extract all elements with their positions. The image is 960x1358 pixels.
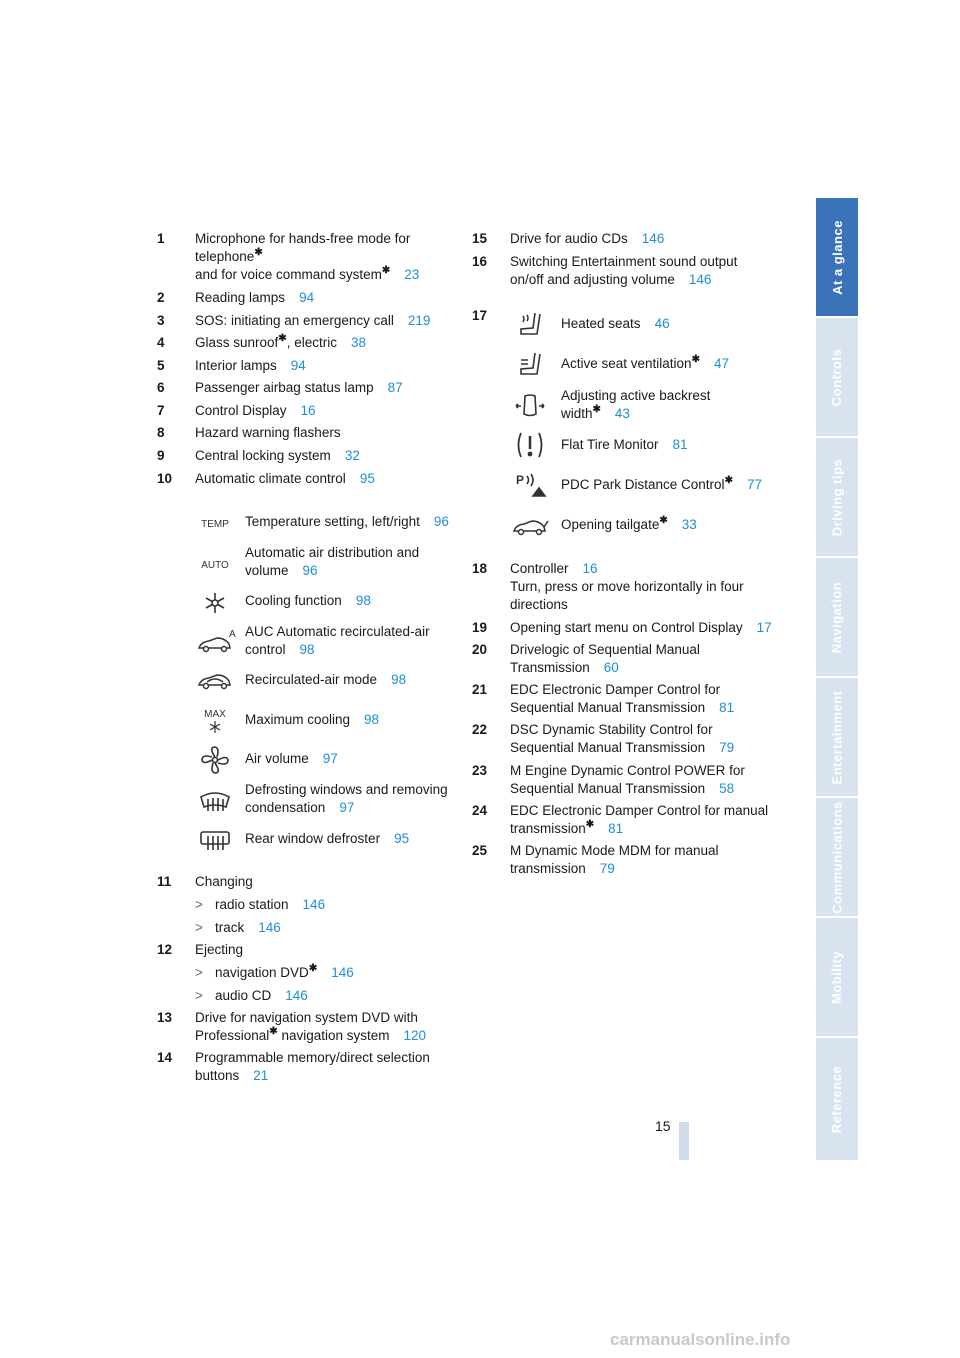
climate-row-air-volume: Air volume 97 [245, 751, 338, 766]
page-link[interactable]: 94 [290, 358, 306, 373]
section-tab-bar [816, 198, 858, 1160]
page-link[interactable]: 38 [350, 335, 366, 350]
page-number-bar [679, 1122, 689, 1160]
recirculation-car-icon [195, 664, 235, 698]
auto-icon [195, 547, 235, 581]
watermark: carmanualsonline.info [610, 1330, 791, 1349]
page-link[interactable]: 95 [359, 471, 375, 486]
page-link[interactable]: 98 [391, 672, 407, 687]
tab-entertainment[interactable]: Entertainment [816, 678, 858, 796]
tab-communications[interactable]: Communications [816, 798, 858, 916]
climate-row-max: Maximum cooling 98 [245, 712, 380, 727]
auc-car-icon [195, 626, 235, 660]
climate-row-rear-defrost: Rear window defroster 95 [245, 831, 410, 846]
option-star: ✱ [585, 819, 595, 830]
page-link[interactable]: 146 [302, 897, 326, 912]
option-star: ✱ [592, 404, 601, 415]
svg-text:A: A [229, 629, 236, 640]
page-link[interactable]: 97 [339, 800, 355, 815]
page-link[interactable]: 98 [364, 712, 380, 727]
climate-row-cooling: Cooling function 98 [245, 593, 371, 608]
option-star: ✱ [308, 963, 318, 974]
option-star: ✱ [278, 333, 287, 344]
temp-icon [195, 506, 235, 540]
svg-text:MAX: MAX [204, 709, 226, 720]
page-link[interactable]: 81 [608, 821, 624, 836]
page-link[interactable]: 16 [582, 561, 598, 576]
page-number: 15 [655, 1118, 671, 1134]
page-link[interactable]: 47 [713, 356, 729, 371]
seat-row-ventilation: Active seat ventilation✱ 47 [561, 354, 729, 371]
windshield-defrost-icon [195, 785, 235, 819]
climate-row-auc: AUC Automatic recirculated-air control 98 [245, 624, 430, 657]
climate-row-auto: Automatic air distribution and volume 96 [245, 545, 420, 578]
left-column: 1 Microphone for hands-free mode for telephone✱ and for voice command system✱ 23 2 Reading lamps 94 3 SOS: initiating an emergency call 219 4 Glass sunroof✱, electric 38 5 Interior lamps 94 6 Passenger airbag status lamp 87 7 Control Display 16 8 Hazard warning flashers 9 Central locking system 32 10 Automatic climate control 95 TEMP Temperature setting, left/right 96 AUTO Automatic air distribution and volume 96 Cooling function 98 A AUC Automatic recirculated-air control 98 Recirculated-air mode 98 MAX Maximum cooling 98 Air volume 97 Defrosting windows and removing condensation 97 Rear window defroster 95 11 Changing > radio station 146 > track 146 12 Ejecting > navigation DVD✱ 146 > audio CD 146 13 Drive for navigation system DVD with Professional✱ navigation system 120 14 Programmable memory/direct selection buttons 21 [157, 230, 477, 1100]
page-link[interactable]: 79 [719, 740, 735, 755]
pdc-icon [510, 468, 550, 502]
snowflake-icon [195, 586, 235, 620]
page-link[interactable]: 146 [331, 965, 354, 980]
option-star: ✱ [381, 265, 391, 276]
option-star: ✱ [659, 515, 668, 526]
page-link[interactable]: 120 [403, 1028, 427, 1043]
backrest-width-icon [510, 390, 550, 424]
max-cooling-icon [195, 704, 235, 738]
tab-at-a-glance[interactable]: At a glance [816, 198, 858, 316]
fan-icon [195, 743, 235, 777]
climate-row-temp: Temperature setting, left/right 96 [245, 514, 449, 529]
seat-ventilation-icon [510, 348, 550, 382]
option-star: ✱ [691, 354, 700, 365]
seat-row-pdc: PDC Park Distance Control✱ 77 [561, 475, 762, 492]
option-star: ✱ [724, 475, 733, 486]
page-link[interactable]: 146 [688, 272, 712, 287]
page-link[interactable]: 32 [344, 448, 360, 463]
page-link[interactable]: 97 [322, 751, 338, 766]
heated-seat-icon [510, 308, 550, 342]
tab-controls[interactable]: Controls [816, 318, 858, 436]
page-link[interactable]: 146 [258, 920, 281, 935]
page-link[interactable]: 21 [253, 1068, 269, 1083]
svg-text:AUTO: AUTO [201, 560, 229, 571]
option-star: ✱ [269, 1026, 278, 1037]
page-link[interactable]: 23 [404, 267, 420, 282]
page-link[interactable]: 77 [746, 477, 762, 492]
page-link[interactable]: 81 [672, 437, 688, 452]
page-link[interactable]: 146 [641, 231, 665, 246]
tab-reference[interactable]: Reference [816, 1038, 858, 1160]
seat-row-heated: Heated seats 46 [561, 316, 670, 331]
seat-row-flat-tire: Flat Tire Monitor 81 [561, 437, 688, 452]
seat-row-tailgate: Opening tailgate✱ 33 [561, 515, 697, 532]
page-link[interactable]: 33 [681, 517, 697, 532]
tab-navigation[interactable]: Navigation [816, 558, 858, 676]
page-link[interactable]: 46 [654, 316, 670, 331]
climate-row-defrost: Defrosting windows and removing condensation 97 [245, 782, 448, 815]
page-link[interactable]: 60 [603, 660, 619, 675]
svg-text:TEMP: TEMP [201, 519, 229, 530]
option-star: ✱ [254, 247, 263, 258]
page-link[interactable]: 146 [285, 988, 308, 1003]
page-link[interactable]: 98 [299, 642, 315, 657]
page-link[interactable]: 87 [387, 380, 403, 395]
page-link[interactable]: 96 [302, 563, 318, 578]
climate-row-recirc: Recirculated-air mode 98 [245, 672, 407, 687]
seat-row-backrest: Adjusting active backrest width✱ 43 [561, 388, 711, 421]
rear-window-defrost-icon [195, 824, 235, 858]
page-link[interactable]: 95 [394, 831, 410, 846]
svg-text:P: P [516, 473, 525, 487]
page-link[interactable]: 219 [407, 313, 431, 328]
page-link[interactable]: 43 [614, 406, 630, 421]
page-link[interactable]: 79 [599, 861, 615, 876]
page-link[interactable]: 81 [719, 700, 735, 715]
tab-mobility[interactable]: Mobility [816, 918, 858, 1036]
page-link[interactable]: 98 [355, 593, 371, 608]
page-link[interactable]: 17 [756, 620, 772, 635]
page-link[interactable]: 58 [719, 781, 735, 796]
page-link[interactable]: 96 [433, 514, 449, 529]
page-link[interactable]: 94 [299, 290, 315, 305]
tailgate-icon [510, 510, 550, 544]
flat-tire-icon [510, 428, 550, 462]
tab-driving-tips[interactable]: Driving tips [816, 438, 858, 556]
page-link[interactable]: 16 [300, 403, 316, 418]
right-column: 15 Drive for audio CDs 146 16 Switching Entertainment sound output on/off and adjusting volume 146 17 Heated seats 46 Active seat ventilation✱ 47 Adjusting active backrest width✱ 43 Flat Tire Monitor 81 P PDC Park Distance Control✱ 77 Opening tailgate✱ 33 18 Controller 16 Turn, press or move horizontally in four directions 19 Opening start menu on Control Display 17 20 Drivelogic of Sequential Manual Transmission 60 21 EDC Electronic Damper Control for Sequential Manual Transmission 81 22 DSC Dynamic Stability Control for Sequential Manual Transmission 79 23 M Engine Dynamic Control POWER for Sequential Manual Transmission 58 24 EDC Electronic Damper Control for manual transmission✱ 81 25 M Dynamic Mode MDM for manual transmission 79 [472, 230, 802, 890]
